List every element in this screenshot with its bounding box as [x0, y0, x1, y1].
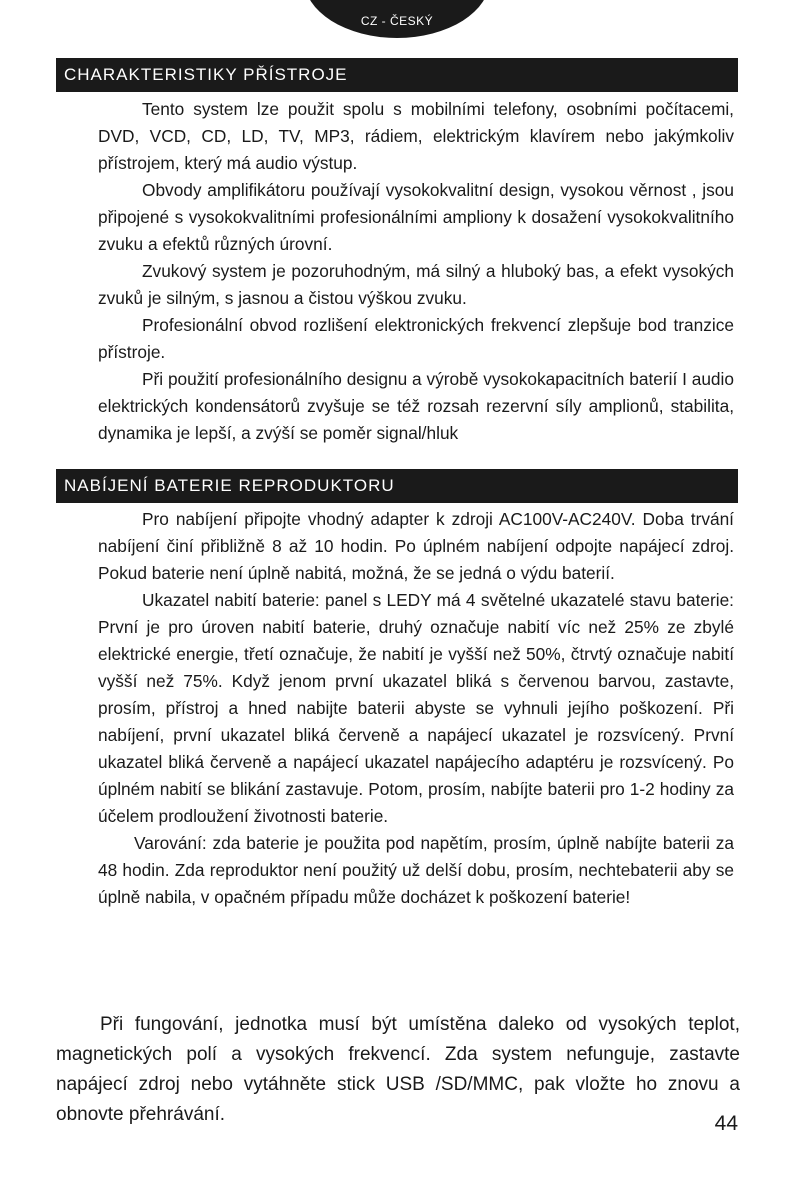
section-body-device-features: [98, 96, 734, 447]
language-label: CZ - ČESKÝ: [360, 14, 434, 28]
closing-note: [56, 1010, 740, 1130]
paragraph: Profesionální obvod rozlišení elektronických frekvencí zlepšuje bod tranzice přístroje.: [98, 315, 734, 362]
warning-paragraph: Varování: zda baterie je použita pod napětím, prosím, úplně nabíjte baterii za 48 hodin. Zda reproduktor není použitý už delší dobu, prosím, nechtebaterii aby se úplně nabila, v opačném případu může docházet k poškození baterie!: [98, 833, 734, 907]
paragraph: Zvukový system je pozoruhodným, má silný a hluboký bas, a efekt vysokých zvuků je silným, s jasnou a čistou výškou zvuku.: [98, 261, 734, 308]
section-heading-device-features: CHARAKTERISTIKY PŘÍSTROJE: [56, 58, 738, 92]
paragraph: Při použití profesionálního designu a výrobě vysokokapacitních baterií I audio elektrických kondensátorů zvyšuje se též rozsah rezervní síly amplionů, stabilita, dynamika je lepší, a zvýší se poměr signal/hluk: [98, 369, 734, 443]
page-number: 44: [714, 1112, 738, 1135]
section-body-battery-charging: [98, 506, 734, 911]
paragraph: Pro nabíjení připojte vhodný adapter k zdroji AC100V-AC240V. Doba trvání nabíjení činí přibližně 8 až 10 hodin. Po úplném nabíjení odpojte napájecí zdroj. Pokud baterie není úplně nabitá, možná, že se jedná o výdu baterií.: [98, 509, 734, 583]
closing-paragraph: Při fungování, jednotka musí být umístěna daleko od vysokých teplot, magnetických polí a vysokých frekvencí. Zda system nefunguje, zastavte napájecí zdroj nebo vytáhněte stick USB /SD/MMC, pak vložte ho znovu a obnovte přehrávání.: [56, 1014, 740, 1125]
section-heading-battery-charging: NABÍJENÍ BATERIE REPRODUKTORU: [56, 469, 738, 503]
paragraph: Obvody amplifikátoru používají vysokokvalitní design, vysokou věrnost , jsou připojené s vysokokvalitními profesionálními ampliony k dosažení vysokokvalitního zvuku a efektů různých úrovní.: [98, 180, 734, 254]
paragraph: Tento system lze použit spolu s mobilními telefony, osobními počítacemi, DVD, VCD, CD, LD, TV, MP3, rádiem, elektrickým klavírem nebo jakýmkoliv přístrojem, který má audio výstup.: [98, 99, 734, 173]
paragraph: Ukazatel nabití baterie: panel s LEDY má 4 světelné ukazatelé stavu baterie: První je pro úroven nabití baterie, druhý označuje nabití víc než 25% ze zbylé elektrické energie, třetí označuje, že nabití je vyšší než 50%, čtrvtý označuje nabití vyšší než 75%. Když jenom první ukazatel bliká s červenou barvou, zastavte, prosím, přístroj a hned nabijte baterii abyste se vyhnuli jejího poškození. Při nabíjení, první ukazatel bliká červeně a napájecí ukazatel je rozsvícený. První ukazatel bliká červeně a napájecí ukazatel napájecího adaptéru je rozsvícený. Po úplném nabití se blikání zastavuje. Potom, prosím, nabíjte baterii pro 1-2 hodiny za účelem prodloužení životnosti baterie.: [98, 590, 734, 826]
